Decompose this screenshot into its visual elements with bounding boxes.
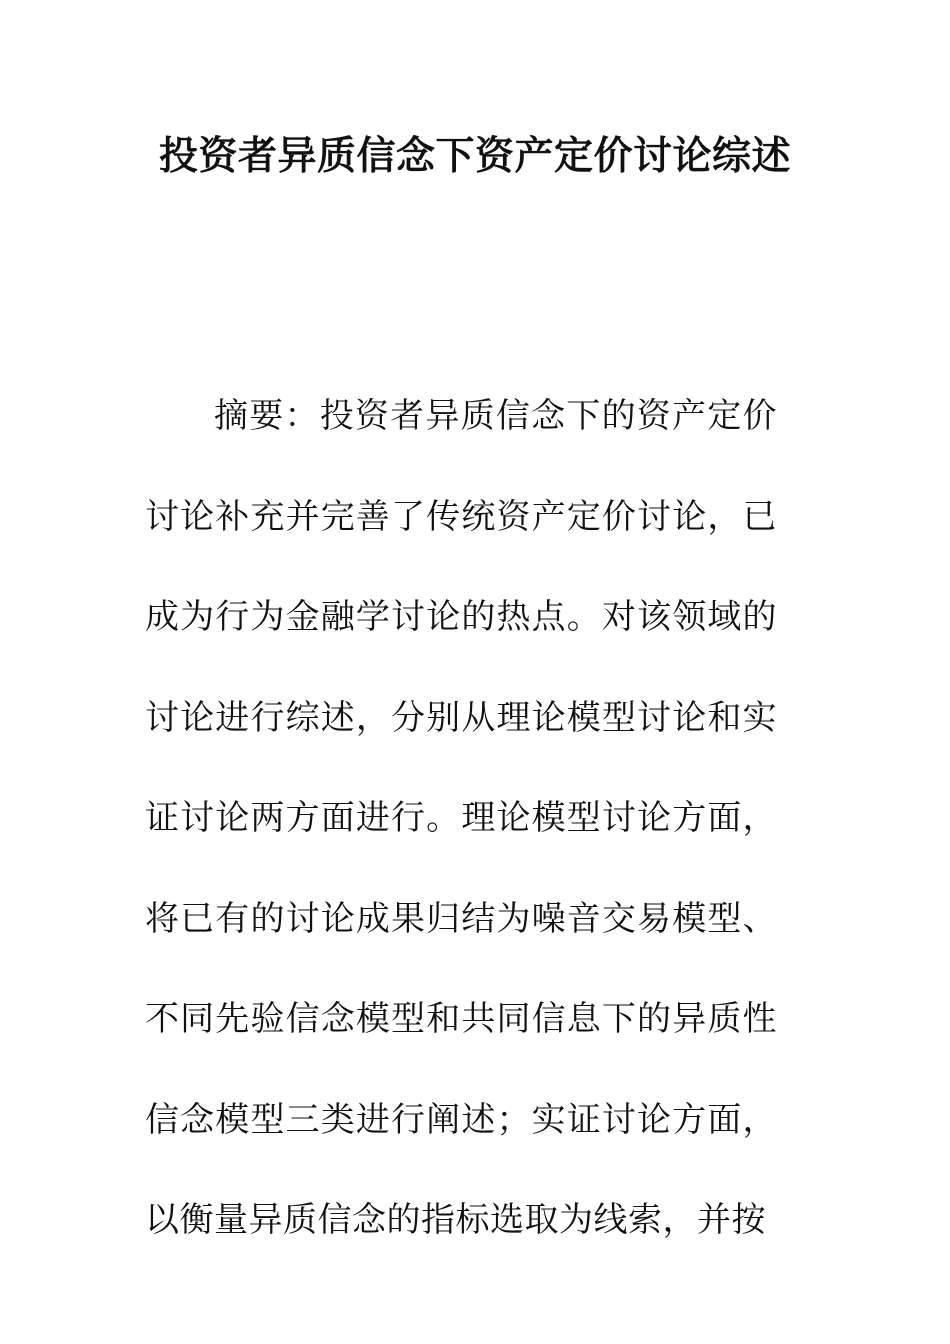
abstract-label: 摘要： xyxy=(214,396,320,436)
abstract-paragraph xyxy=(145,366,777,1271)
document-title: 投资者异质信念下资产定价讨论综述 xyxy=(158,133,791,179)
abstract-text: 投资者异质信念下的资产定价讨论补充并完善了传统资产定价讨论，已成为行为金融学讨论的热点。对该领域的讨论进行综述，分别从理论模型讨论和实证讨论两方面进行。理论模型讨论方面，将已有的讨论成果归结为噪音交易模型、不同先验信念模型和共同信息下的异质性信念模型三类进行阐述；实证讨论方面，以衡量异质信念的指标选取为线索，并按 xyxy=(145,396,778,1240)
